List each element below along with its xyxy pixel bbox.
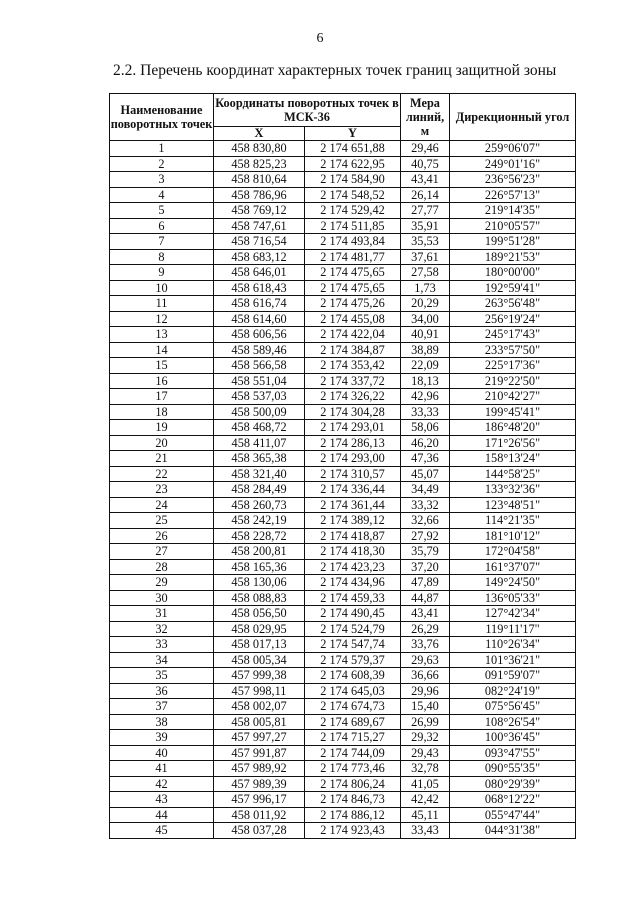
table-row — [110, 141, 576, 157]
y-coordinate-cell: 2 174 455,08 — [305, 311, 401, 327]
point-number-cell: 41 — [110, 761, 214, 777]
y-coordinate-cell: 2 174 353,42 — [305, 358, 401, 374]
line-length-cell: 32,66 — [401, 513, 450, 529]
line-length-cell: 27,92 — [401, 528, 450, 544]
y-coordinate-cell: 2 174 547,74 — [305, 637, 401, 653]
direction-angle-cell: 219°22'50" — [450, 373, 576, 389]
line-length-cell: 26,14 — [401, 187, 450, 203]
x-coordinate-cell: 458 500,09 — [214, 404, 305, 420]
x-coordinate-cell: 458 606,56 — [214, 327, 305, 343]
y-coordinate-cell: 2 174 418,30 — [305, 544, 401, 560]
line-length-cell: 45,07 — [401, 466, 450, 482]
direction-angle-cell: 226°57'13" — [450, 187, 576, 203]
table-row — [110, 730, 576, 746]
table-row — [110, 683, 576, 699]
coordinates-table — [109, 93, 576, 839]
table-row — [110, 234, 576, 250]
table-row — [110, 823, 576, 839]
y-coordinate-cell: 2 174 651,88 — [305, 141, 401, 157]
line-length-cell: 22,09 — [401, 358, 450, 374]
y-coordinate-cell: 2 174 529,42 — [305, 203, 401, 219]
point-number-cell: 11 — [110, 296, 214, 312]
direction-angle-cell: 245°17'43" — [450, 327, 576, 343]
direction-angle-cell: 210°05'57" — [450, 218, 576, 234]
line-length-cell: 27,77 — [401, 203, 450, 219]
direction-angle-cell: 044°31'38" — [450, 823, 576, 839]
x-coordinate-cell: 458 646,01 — [214, 265, 305, 281]
direction-angle-cell: 068°12'22" — [450, 792, 576, 808]
x-coordinate-cell: 458 088,83 — [214, 590, 305, 606]
table-row — [110, 466, 576, 482]
direction-angle-cell: 080°29'39" — [450, 776, 576, 792]
y-coordinate-cell: 2 174 584,90 — [305, 172, 401, 188]
table-row — [110, 714, 576, 730]
x-coordinate-cell: 458 616,74 — [214, 296, 305, 312]
x-coordinate-cell: 458 284,49 — [214, 482, 305, 498]
table-row — [110, 218, 576, 234]
line-length-cell: 47,89 — [401, 575, 450, 591]
x-coordinate-cell: 458 011,92 — [214, 807, 305, 823]
direction-angle-cell: 259°06'07" — [450, 141, 576, 157]
x-coordinate-cell: 458 200,81 — [214, 544, 305, 560]
x-coordinate-cell: 458 786,96 — [214, 187, 305, 203]
table-row — [110, 807, 576, 823]
table-row — [110, 327, 576, 343]
line-length-cell: 27,58 — [401, 265, 450, 281]
table-row — [110, 296, 576, 312]
direction-angle-cell: 110°26'34" — [450, 637, 576, 653]
direction-angle-cell: 149°24'50" — [450, 575, 576, 591]
y-coordinate-cell: 2 174 336,44 — [305, 482, 401, 498]
table-row — [110, 528, 576, 544]
line-length-cell: 20,29 — [401, 296, 450, 312]
line-length-cell: 43,41 — [401, 606, 450, 622]
point-number-cell: 36 — [110, 683, 214, 699]
x-coordinate-cell: 458 411,07 — [214, 435, 305, 451]
header-y: Y — [305, 127, 401, 141]
table-row — [110, 451, 576, 467]
x-coordinate-cell: 458 825,23 — [214, 156, 305, 172]
line-length-cell: 32,78 — [401, 761, 450, 777]
direction-angle-cell: 189°21'53" — [450, 249, 576, 265]
point-number-cell: 10 — [110, 280, 214, 296]
line-length-cell: 29,46 — [401, 141, 450, 157]
y-coordinate-cell: 2 174 459,33 — [305, 590, 401, 606]
point-number-cell: 43 — [110, 792, 214, 808]
direction-angle-cell: 091°59'07" — [450, 668, 576, 684]
line-length-cell: 37,61 — [401, 249, 450, 265]
y-coordinate-cell: 2 174 475,65 — [305, 280, 401, 296]
line-length-cell: 15,40 — [401, 699, 450, 715]
direction-angle-cell: 119°11'17" — [450, 621, 576, 637]
direction-angle-cell: 082°24'19" — [450, 683, 576, 699]
x-coordinate-cell: 457 998,11 — [214, 683, 305, 699]
table-row — [110, 342, 576, 358]
x-coordinate-cell: 458 537,03 — [214, 389, 305, 405]
header-length-text: Мера линий, м — [405, 96, 445, 138]
table-row — [110, 389, 576, 405]
line-length-cell: 42,96 — [401, 389, 450, 405]
point-number-cell: 28 — [110, 559, 214, 575]
table-row — [110, 745, 576, 761]
direction-angle-cell: 093°47'55" — [450, 745, 576, 761]
line-length-cell: 40,91 — [401, 327, 450, 343]
table-row — [110, 358, 576, 374]
table-row — [110, 497, 576, 513]
y-coordinate-cell: 2 174 418,87 — [305, 528, 401, 544]
point-number-cell: 24 — [110, 497, 214, 513]
x-coordinate-cell: 458 618,43 — [214, 280, 305, 296]
y-coordinate-cell: 2 174 310,57 — [305, 466, 401, 482]
direction-angle-cell: 090°55'35" — [450, 761, 576, 777]
x-coordinate-cell: 458 005,81 — [214, 714, 305, 730]
y-coordinate-cell: 2 174 389,12 — [305, 513, 401, 529]
point-number-cell: 31 — [110, 606, 214, 622]
point-number-cell: 25 — [110, 513, 214, 529]
direction-angle-cell: 172°04'58" — [450, 544, 576, 560]
direction-angle-cell: 108°26'54" — [450, 714, 576, 730]
table-row — [110, 637, 576, 653]
y-coordinate-cell: 2 174 548,52 — [305, 187, 401, 203]
y-coordinate-cell: 2 174 304,28 — [305, 404, 401, 420]
table-row — [110, 249, 576, 265]
y-coordinate-cell: 2 174 337,72 — [305, 373, 401, 389]
point-number-cell: 13 — [110, 327, 214, 343]
point-number-cell: 20 — [110, 435, 214, 451]
point-number-cell: 19 — [110, 420, 214, 436]
x-coordinate-cell: 458 165,36 — [214, 559, 305, 575]
point-number-cell: 35 — [110, 668, 214, 684]
x-coordinate-cell: 458 468,72 — [214, 420, 305, 436]
line-length-cell: 41,05 — [401, 776, 450, 792]
direction-angle-cell: 225°17'36" — [450, 358, 576, 374]
point-number-cell: 3 — [110, 172, 214, 188]
line-length-cell: 36,66 — [401, 668, 450, 684]
point-number-cell: 14 — [110, 342, 214, 358]
y-coordinate-cell: 2 174 434,96 — [305, 575, 401, 591]
point-number-cell: 44 — [110, 807, 214, 823]
x-coordinate-cell: 458 029,95 — [214, 621, 305, 637]
line-length-cell: 42,42 — [401, 792, 450, 808]
point-number-cell: 6 — [110, 218, 214, 234]
y-coordinate-cell: 2 174 293,01 — [305, 420, 401, 436]
x-coordinate-cell: 457 999,38 — [214, 668, 305, 684]
line-length-cell: 34,00 — [401, 311, 450, 327]
page-number: 6 — [316, 31, 324, 46]
direction-angle-cell: 161°37'07" — [450, 559, 576, 575]
coordinates-table-body — [110, 141, 576, 839]
point-number-cell: 12 — [110, 311, 214, 327]
x-coordinate-cell: 458 566,58 — [214, 358, 305, 374]
table-row — [110, 280, 576, 296]
point-number-cell: 39 — [110, 730, 214, 746]
y-coordinate-cell: 2 174 886,12 — [305, 807, 401, 823]
line-length-cell: 33,33 — [401, 404, 450, 420]
table-row — [110, 172, 576, 188]
point-number-cell: 33 — [110, 637, 214, 653]
line-length-cell: 26,99 — [401, 714, 450, 730]
table-row — [110, 513, 576, 529]
y-coordinate-cell: 2 174 806,24 — [305, 776, 401, 792]
line-length-cell: 33,76 — [401, 637, 450, 653]
table-row — [110, 575, 576, 591]
point-number-cell: 23 — [110, 482, 214, 498]
point-number-cell: 37 — [110, 699, 214, 715]
point-number-cell: 42 — [110, 776, 214, 792]
direction-angle-cell: 101°36'21" — [450, 652, 576, 668]
x-coordinate-cell: 458 056,50 — [214, 606, 305, 622]
y-coordinate-cell: 2 174 608,39 — [305, 668, 401, 684]
line-length-cell: 1,73 — [401, 280, 450, 296]
direction-angle-cell: 114°21'35" — [450, 513, 576, 529]
direction-angle-cell: 199°45'41" — [450, 404, 576, 420]
y-coordinate-cell: 2 174 715,27 — [305, 730, 401, 746]
direction-angle-cell: 263°56'48" — [450, 296, 576, 312]
direction-angle-cell: 186°48'20" — [450, 420, 576, 436]
line-length-cell: 34,49 — [401, 482, 450, 498]
point-number-cell: 22 — [110, 466, 214, 482]
table-row — [110, 761, 576, 777]
x-coordinate-cell: 458 037,28 — [214, 823, 305, 839]
line-length-cell: 29,32 — [401, 730, 450, 746]
x-coordinate-cell: 458 683,12 — [214, 249, 305, 265]
point-number-cell: 34 — [110, 652, 214, 668]
line-length-cell: 43,41 — [401, 172, 450, 188]
point-number-cell: 2 — [110, 156, 214, 172]
table-row — [110, 652, 576, 668]
table-row — [110, 435, 576, 451]
direction-angle-cell: 133°32'36" — [450, 482, 576, 498]
table-row — [110, 776, 576, 792]
direction-angle-cell: 256°19'24" — [450, 311, 576, 327]
y-coordinate-cell: 2 174 286,13 — [305, 435, 401, 451]
direction-angle-cell: 100°36'45" — [450, 730, 576, 746]
y-coordinate-cell: 2 174 481,77 — [305, 249, 401, 265]
table-row — [110, 373, 576, 389]
point-number-cell: 9 — [110, 265, 214, 281]
point-number-cell: 21 — [110, 451, 214, 467]
y-coordinate-cell: 2 174 923,43 — [305, 823, 401, 839]
y-coordinate-cell: 2 174 361,44 — [305, 497, 401, 513]
y-coordinate-cell: 2 174 423,23 — [305, 559, 401, 575]
table-row — [110, 420, 576, 436]
point-number-cell: 30 — [110, 590, 214, 606]
line-length-cell: 29,96 — [401, 683, 450, 699]
y-coordinate-cell: 2 174 293,00 — [305, 451, 401, 467]
line-length-cell: 33,43 — [401, 823, 450, 839]
header-length — [401, 94, 450, 141]
table-row — [110, 699, 576, 715]
point-number-cell: 16 — [110, 373, 214, 389]
header-point-name — [110, 94, 214, 141]
table-row — [110, 606, 576, 622]
y-coordinate-cell: 2 174 493,84 — [305, 234, 401, 250]
x-coordinate-cell: 458 830,80 — [214, 141, 305, 157]
line-length-cell: 58,06 — [401, 420, 450, 436]
line-length-cell: 38,89 — [401, 342, 450, 358]
line-length-cell: 47,36 — [401, 451, 450, 467]
point-number-cell: 17 — [110, 389, 214, 405]
x-coordinate-cell: 457 991,87 — [214, 745, 305, 761]
point-number-cell: 1 — [110, 141, 214, 157]
y-coordinate-cell: 2 174 524,79 — [305, 621, 401, 637]
x-coordinate-cell: 457 989,39 — [214, 776, 305, 792]
point-number-cell: 4 — [110, 187, 214, 203]
point-number-cell: 7 — [110, 234, 214, 250]
direction-angle-cell: 199°51'28" — [450, 234, 576, 250]
y-coordinate-cell: 2 174 744,09 — [305, 745, 401, 761]
point-number-cell: 8 — [110, 249, 214, 265]
line-length-cell: 46,20 — [401, 435, 450, 451]
line-length-cell: 29,63 — [401, 652, 450, 668]
direction-angle-cell: 219°14'35" — [450, 203, 576, 219]
x-coordinate-cell: 458 589,46 — [214, 342, 305, 358]
x-coordinate-cell: 458 365,38 — [214, 451, 305, 467]
y-coordinate-cell: 2 174 689,67 — [305, 714, 401, 730]
y-coordinate-cell: 2 174 326,22 — [305, 389, 401, 405]
line-length-cell: 40,75 — [401, 156, 450, 172]
x-coordinate-cell: 457 989,92 — [214, 761, 305, 777]
x-coordinate-cell: 458 002,07 — [214, 699, 305, 715]
direction-angle-cell: 236°56'23" — [450, 172, 576, 188]
table-row — [110, 544, 576, 560]
table-row — [110, 404, 576, 420]
point-number-cell: 18 — [110, 404, 214, 420]
x-coordinate-cell: 458 769,12 — [214, 203, 305, 219]
line-length-cell: 35,91 — [401, 218, 450, 234]
x-coordinate-cell: 458 260,73 — [214, 497, 305, 513]
y-coordinate-cell: 2 174 579,37 — [305, 652, 401, 668]
y-coordinate-cell: 2 174 490,45 — [305, 606, 401, 622]
table-row — [110, 311, 576, 327]
direction-angle-cell: 180°00'00" — [450, 265, 576, 281]
y-coordinate-cell: 2 174 846,73 — [305, 792, 401, 808]
point-number-cell: 38 — [110, 714, 214, 730]
direction-angle-cell: 210°42'27" — [450, 389, 576, 405]
x-coordinate-cell: 458 321,40 — [214, 466, 305, 482]
header-coordinates — [214, 94, 401, 127]
table-row — [110, 590, 576, 606]
y-coordinate-cell: 2 174 422,04 — [305, 327, 401, 343]
x-coordinate-cell: 458 716,54 — [214, 234, 305, 250]
y-coordinate-cell: 2 174 384,87 — [305, 342, 401, 358]
section-title: 2.2. Перечень координат характерных точек границ защитной зоны — [113, 62, 557, 79]
point-number-cell: 26 — [110, 528, 214, 544]
x-coordinate-cell: 458 130,06 — [214, 575, 305, 591]
x-coordinate-cell: 458 005,34 — [214, 652, 305, 668]
table-row — [110, 792, 576, 808]
y-coordinate-cell: 2 174 645,03 — [305, 683, 401, 699]
point-number-cell: 45 — [110, 823, 214, 839]
line-length-cell: 45,11 — [401, 807, 450, 823]
x-coordinate-cell: 458 228,72 — [214, 528, 305, 544]
x-coordinate-cell: 457 997,27 — [214, 730, 305, 746]
line-length-cell: 29,43 — [401, 745, 450, 761]
header-angle-text: Дирекционный угол — [455, 110, 570, 124]
header-angle — [450, 94, 576, 141]
table-row — [110, 187, 576, 203]
y-coordinate-cell: 2 174 622,95 — [305, 156, 401, 172]
point-number-cell: 27 — [110, 544, 214, 560]
line-length-cell: 37,20 — [401, 559, 450, 575]
point-number-cell: 5 — [110, 203, 214, 219]
point-number-cell: 29 — [110, 575, 214, 591]
direction-angle-cell: 075°56'45" — [450, 699, 576, 715]
table-row — [110, 621, 576, 637]
y-coordinate-cell: 2 174 773,46 — [305, 761, 401, 777]
line-length-cell: 35,79 — [401, 544, 450, 560]
direction-angle-cell: 055°47'44" — [450, 807, 576, 823]
y-coordinate-cell: 2 174 511,85 — [305, 218, 401, 234]
header-x: X — [214, 127, 305, 141]
direction-angle-cell: 127°42'34" — [450, 606, 576, 622]
x-coordinate-cell: 458 551,04 — [214, 373, 305, 389]
line-length-cell: 44,87 — [401, 590, 450, 606]
x-coordinate-cell: 458 747,61 — [214, 218, 305, 234]
direction-angle-cell: 171°26'56" — [450, 435, 576, 451]
direction-angle-cell: 249°01'16" — [450, 156, 576, 172]
line-length-cell: 18,13 — [401, 373, 450, 389]
x-coordinate-cell: 458 242,19 — [214, 513, 305, 529]
direction-angle-cell: 233°57'50" — [450, 342, 576, 358]
x-coordinate-cell: 458 810,64 — [214, 172, 305, 188]
table-row — [110, 559, 576, 575]
direction-angle-cell: 158°13'24" — [450, 451, 576, 467]
table-row — [110, 668, 576, 684]
header-point-name-text: Наименование поворотных точек — [110, 103, 213, 131]
direction-angle-cell: 144°58'25" — [450, 466, 576, 482]
header-coordinates-text: Координаты поворотных точек в МСК-36 — [215, 96, 399, 124]
table-row — [110, 203, 576, 219]
line-length-cell: 33,32 — [401, 497, 450, 513]
line-length-cell: 35,53 — [401, 234, 450, 250]
direction-angle-cell: 123°48'51" — [450, 497, 576, 513]
direction-angle-cell: 136°05'33" — [450, 590, 576, 606]
point-number-cell: 15 — [110, 358, 214, 374]
x-coordinate-cell: 458 614,60 — [214, 311, 305, 327]
table-row — [110, 265, 576, 281]
point-number-cell: 40 — [110, 745, 214, 761]
point-number-cell: 32 — [110, 621, 214, 637]
x-coordinate-cell: 458 017,13 — [214, 637, 305, 653]
direction-angle-cell: 192°59'41" — [450, 280, 576, 296]
table-row — [110, 156, 576, 172]
line-length-cell: 26,29 — [401, 621, 450, 637]
x-coordinate-cell: 457 996,17 — [214, 792, 305, 808]
direction-angle-cell: 181°10'12" — [450, 528, 576, 544]
table-row — [110, 482, 576, 498]
y-coordinate-cell: 2 174 674,73 — [305, 699, 401, 715]
y-coordinate-cell: 2 174 475,26 — [305, 296, 401, 312]
y-coordinate-cell: 2 174 475,65 — [305, 265, 401, 281]
